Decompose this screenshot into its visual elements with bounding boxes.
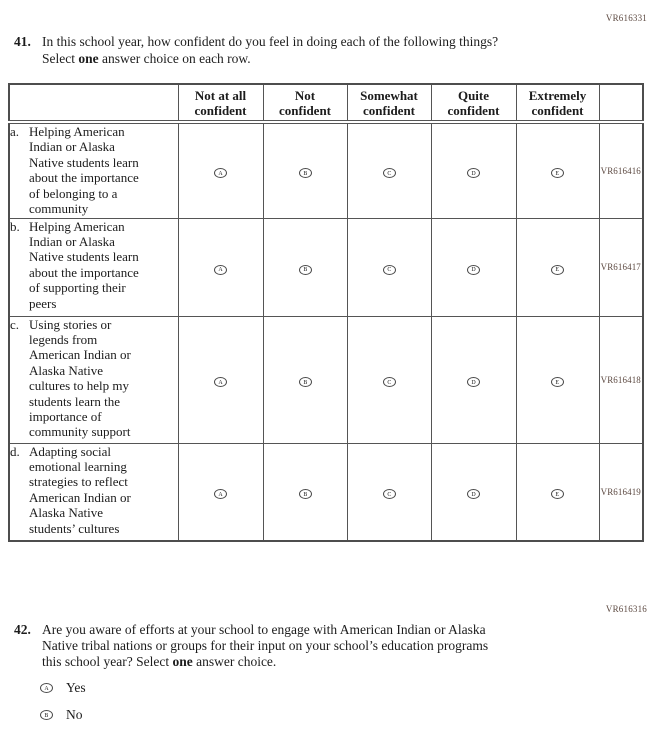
option-cell	[431, 122, 516, 218]
answer-bubble-B[interactable]	[299, 377, 312, 387]
bubble-letter: D	[471, 169, 476, 177]
grid-header-extremely: Extremely confident	[516, 84, 599, 122]
option-cell	[178, 316, 263, 443]
question-42-text	[42, 622, 488, 670]
row-label-cell	[9, 443, 178, 541]
grid-row-c	[9, 316, 643, 443]
question-41-select-suffix: answer choice on each row.	[98, 51, 251, 66]
row-letter: b.	[10, 218, 20, 234]
question-41-vr-code: VR616331	[605, 13, 647, 23]
row-vr-code: VR616418	[599, 316, 643, 443]
option-cell	[263, 316, 347, 443]
question-41-select-prefix: Select	[42, 51, 79, 66]
bubble-letter: D	[471, 378, 476, 385]
row-label-cell	[9, 122, 178, 218]
bubble-letter: B	[303, 378, 307, 385]
answer-bubble-D[interactable]	[467, 489, 480, 499]
question-41-number: 41.	[14, 34, 31, 49]
answer-bubble-C[interactable]	[383, 377, 396, 387]
option-no[interactable]	[40, 707, 86, 723]
answer-bubble-E[interactable]	[551, 489, 564, 499]
question-41	[14, 33, 614, 67]
answer-bubble-D[interactable]	[467, 265, 480, 275]
question-42-vr-code: VR616316	[605, 604, 647, 614]
row-label-cell	[9, 218, 178, 316]
bubble-letter: C	[387, 265, 391, 273]
answer-bubble-C[interactable]	[383, 489, 396, 499]
bubble-letter: A	[218, 265, 223, 273]
answer-bubble-C[interactable]	[383, 265, 396, 275]
bubble-letter: C	[387, 490, 391, 498]
grid-header-not: Not confident	[263, 84, 347, 122]
option-cell	[178, 122, 263, 218]
option-yes-label: Yes	[66, 680, 86, 695]
option-cell	[431, 218, 516, 316]
answer-bubble-A[interactable]	[214, 265, 227, 275]
row-vr-code: VR616416	[599, 122, 643, 218]
bubble-letter: A	[218, 378, 223, 385]
row-vr-code: VR616419	[599, 443, 643, 541]
answer-bubble-B[interactable]: B	[40, 710, 53, 720]
answer-bubble-A[interactable]: A	[40, 683, 53, 693]
option-cell	[178, 218, 263, 316]
answer-bubble-E[interactable]	[551, 168, 564, 178]
row-label-text: Using stories or legends from American Indian or Alaska Native cultures to help my students learn the importance of community support	[29, 316, 131, 440]
option-cell	[347, 218, 431, 316]
option-cell	[516, 316, 599, 443]
bubble-letter: E	[555, 378, 560, 385]
row-label-text: Helping American Indian or Alaska Native students learn about the importance of supporting their peers	[29, 218, 139, 311]
question-42-line1: Are you aware of efforts at your school to engage with American Indian or Alaska	[42, 622, 486, 637]
answer-bubble-B[interactable]	[299, 265, 312, 275]
option-cell	[347, 443, 431, 541]
question-41-line1: In this school year, how confident do you feel in doing each of the following things?	[42, 34, 499, 49]
bubble-letter: E	[555, 265, 560, 273]
option-cell	[178, 443, 263, 541]
answer-bubble-D[interactable]	[467, 168, 480, 178]
answer-bubble-E[interactable]	[551, 377, 564, 387]
option-cell	[263, 218, 347, 316]
question-42-line3-prefix: this school year? Select	[42, 654, 173, 669]
row-vr-code: VR616417	[599, 218, 643, 316]
answer-bubble-A[interactable]	[214, 489, 227, 499]
row-label-cell	[9, 316, 178, 443]
bubble-letter: A	[218, 169, 223, 177]
bubble-letter: B	[303, 490, 307, 498]
grid-header-row	[9, 84, 643, 122]
grid-row-b	[9, 218, 643, 316]
question-41-text	[42, 33, 498, 67]
option-cell	[516, 218, 599, 316]
option-cell	[431, 316, 516, 443]
bubble-letter: B	[303, 265, 307, 273]
bubble-letter: C	[387, 169, 391, 177]
answer-bubble-B[interactable]	[299, 489, 312, 499]
row-label-text: Adapting social emotional learning strategies to reflect American Indian or Alaska Native students’ cultures	[29, 443, 131, 536]
answer-bubble-B[interactable]	[299, 168, 312, 178]
option-cell	[347, 316, 431, 443]
question-42-options	[40, 680, 86, 723]
grid-header-empty-label	[9, 84, 178, 122]
option-no-label: No	[66, 707, 83, 722]
bubble-letter: D	[471, 265, 476, 273]
option-cell	[431, 443, 516, 541]
row-label-text: Helping American Indian or Alaska Native students learn about the importance of belonging to a community	[29, 124, 139, 217]
grid-header-empty-code	[599, 84, 643, 122]
confidence-grid-table	[8, 83, 644, 542]
option-cell	[263, 443, 347, 541]
bubble-letter: B	[303, 169, 307, 177]
answer-bubble-A[interactable]	[214, 377, 227, 387]
grid-row-d	[9, 443, 643, 541]
bubble-letter: C	[387, 378, 391, 385]
bubble-letter: E	[555, 490, 560, 498]
bubble-letter: A	[218, 490, 223, 498]
question-42-line2: Native tribal nations or groups for their input on your school’s education programs	[42, 638, 489, 653]
answer-bubble-A[interactable]	[214, 168, 227, 178]
question-41-select-bold: one	[78, 51, 99, 66]
grid-row-a	[9, 122, 643, 218]
option-cell	[516, 443, 599, 541]
grid-header-somewhat: Somewhat confident	[347, 84, 431, 122]
question-42-number: 42.	[14, 622, 31, 637]
option-cell	[263, 122, 347, 218]
question-42-line3-suffix: answer choice.	[192, 654, 277, 669]
option-yes[interactable]	[40, 680, 86, 696]
bubble-letter: D	[471, 490, 476, 498]
option-cell	[347, 122, 431, 218]
question-42	[14, 622, 614, 670]
row-letter: d.	[10, 443, 20, 459]
answer-bubble-C[interactable]	[383, 168, 396, 178]
question-42-line3-bold: one	[172, 654, 193, 669]
answer-bubble-D[interactable]	[467, 377, 480, 387]
answer-bubble-E[interactable]	[551, 265, 564, 275]
option-cell	[516, 122, 599, 218]
bubble-letter: E	[555, 169, 560, 177]
row-letter: c.	[10, 316, 20, 332]
grid-header-not-at-all: Not at all confident	[178, 84, 263, 122]
grid-header-quite: Quite confident	[431, 84, 516, 122]
row-letter: a.	[10, 124, 20, 139]
